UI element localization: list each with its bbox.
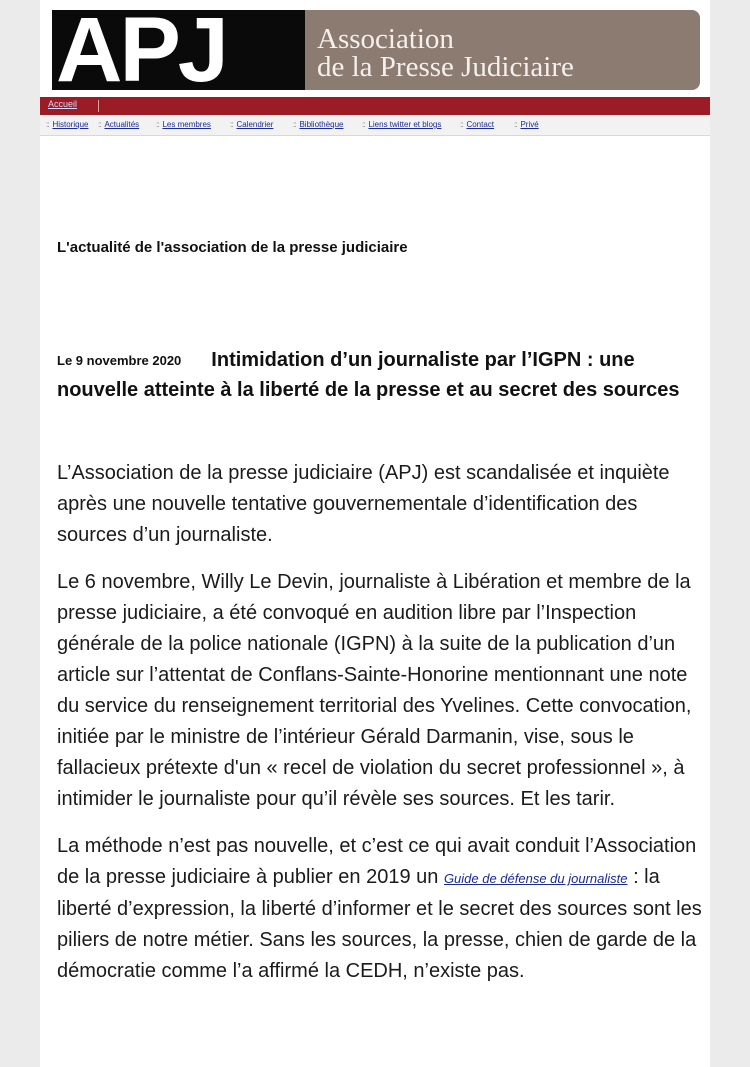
logo-mark[interactable] [52,10,305,90]
logo-title-line1: Association [317,23,454,55]
nav-bullet-icon: :: [293,120,296,129]
nav-item-label: Les membres [162,120,211,129]
nav-item-label: Privé [520,120,539,129]
nav-item-label: Calendrier [236,120,274,129]
nav-item-label: Contact [466,120,495,129]
nav-item-membres[interactable] [156,120,211,129]
logo-banner [305,10,700,90]
nav-item-prive[interactable] [514,120,539,129]
nav-bullet-icon: :: [362,120,365,129]
article-paragraph-1: L’Association de la presse judiciaire (APJ) est scandalisée et inquiète après une nouvelle tentative gouvernementale d’identification des sources d’un journaliste. [57,462,670,546]
nav-item-label: Liens twitter et blogs [368,120,442,129]
top-bar [40,97,710,115]
logo-title-line2: de la Presse Judiciaire [317,51,574,83]
paragraph-3-intro: La méthode n’est pas nouvelle, et c’est ce qui avait conduit l’Association de la presse judiciaire à publier en 2019 un [57,835,697,888]
nav-item-historique[interactable] [46,120,88,129]
nav-item-actualites[interactable] [98,120,139,129]
article-paragraph-2: Le 6 novembre, Willy Le Devin, journaliste à Libération et membre de la presse judiciaire, a été convoqué en audition libre par l’Inspection générale de la police nationale (IGPN) à la suite de la publication d’un article sur l’attentat de Conflans-Sainte-Honorine mentionnant une note du service du renseignement territorial des Yvelines. Cette convocation, initiée par le ministre de l’intérieur Gérald Darmanin, vise, sous le fallacieux prétexte d'un « recel de violation du secret professionnel », à intimider le journaliste pour qu’il révèle ses sources. Et les tarir. [57,571,692,810]
nav-bullet-icon: :: [46,120,49,129]
article-body [57,458,702,1003]
nav-bullet-icon: :: [230,120,233,129]
nav-item-liens[interactable] [362,120,441,129]
section-heading: L'actualité de l'association de la presse judiciaire [57,239,408,256]
nav-bullet-icon: :: [156,120,159,129]
nav-bullet-icon: :: [514,120,517,129]
main-nav [40,115,710,136]
nav-item-calendrier[interactable] [230,120,273,129]
nav-item-label: Historique [52,120,89,129]
paragraph-3-rest: : la liberté d’expression, la liberté d’informer et le secret des sources sont les piliers de notre métier. Sans les sources, la presse, chien de garde de la démocratie comme l’a affirmé la CEDH, n’existe pas. [57,866,702,982]
logo-letters: APJ [56,10,226,90]
nav-bullet-icon: :: [460,120,463,129]
topbar-divider [98,100,99,112]
nav-bullet-icon: :: [98,120,101,129]
guide-link[interactable]: Guide de défense du journaliste [443,871,628,886]
page [40,0,710,1067]
home-link[interactable]: Accueil [48,99,78,109]
nav-item-label: Actualités [104,120,140,129]
article-header [57,345,697,405]
nav-item-contact[interactable] [460,120,494,129]
site-header [52,10,700,90]
nav-item-bibliotheque[interactable] [293,120,344,129]
article-date: Le 9 novembre 2020 [57,353,182,368]
article-paragraph-3 [57,831,702,987]
nav-item-label: Bibliothèque [299,120,344,129]
article-title: Intimidation d’un journaliste par l’IGPN : une nouvelle atteinte à la liberté de la presse et au secret des sources [57,349,680,401]
